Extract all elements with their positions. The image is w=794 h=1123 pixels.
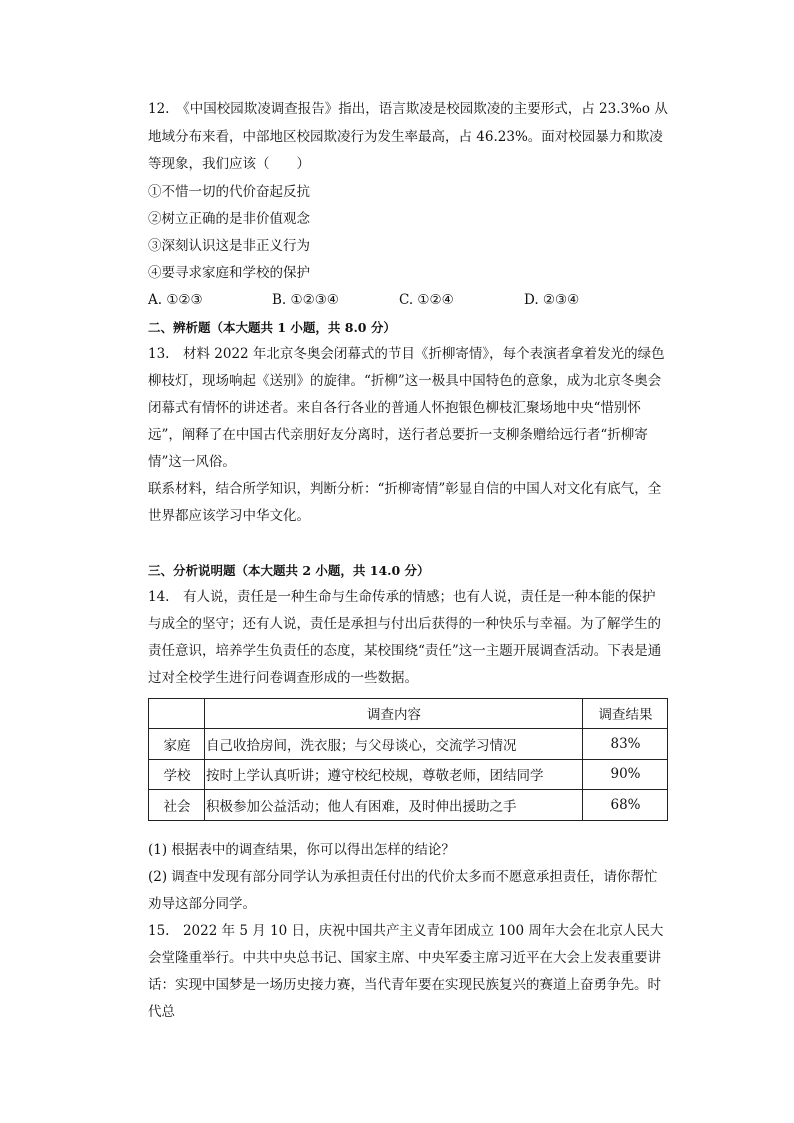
question-13-material: 13. 材料 2022 年北京冬奥会闭幕式的节目《折柳寄情》，每个表演者拿着发光的绿色柳枝灯，现场响起《送别》的旋律。“折柳”这一极具中国特色的意象，成为北京冬奥会闭幕式有情怀的讲述者。来自各行各业的普通人怀抱银色柳枝汇聚场地中央“惜别怀远”，阐释了在中国古代亲朋好友分离时，送行者总要折一支柳条赠给远行者“折柳寄情”这一风俗。	[148, 345, 665, 470]
question-12-item-4: ④要寻求家庭和学校的保护	[148, 264, 310, 281]
question-13-question: 联系材料，结合所学知识，判断分析：“折柳寄情”彰显自信的中国人对文化有底气，全世界都应该学习中华文化。	[148, 480, 662, 524]
question-12-item-3: ③深刻认识这是非正义行为	[148, 237, 310, 254]
option-b[interactable]: B. ①②③④	[272, 291, 339, 308]
table-cell-content: 积极参加公益活动；他人有困难，及时伸出援助之手	[205, 790, 583, 821]
table-row	[149, 790, 668, 821]
table-header-row	[149, 698, 668, 729]
table-cell-result: 68%	[583, 790, 668, 821]
section-2-heading: 二、辨析题（本大题共 1 小题，共 8.0 分）	[148, 319, 396, 335]
table-cell-result: 90%	[583, 759, 668, 790]
spacer	[148, 530, 668, 557]
table-header-cell: 调查内容	[205, 698, 583, 729]
question-14-subquestion-2: (2) 调查中发现有部分同学认为承担责任付出的代价太多而不愿意承担责任，请你帮忙劝导这部分同学。	[148, 868, 658, 912]
survey-table	[148, 698, 668, 821]
option-c[interactable]: C. ①②④	[399, 291, 454, 308]
table-cell-result: 83%	[583, 729, 668, 760]
table-header-cell: 调查结果	[583, 698, 668, 729]
question-14-stem: 14. 有人说，责任是一种生命与生命传承的情感；也有人说，责任是一种本能的保护与成全的坚守；还有人说，责任是承担与付出后获得的一种快乐与幸福。为了解学生的责任意识，培养学生负责任的态度，某校围绕“责任”这一主题开展调查活动。下表是通过对全校学生进行问卷调查形成的一些数据。	[148, 588, 662, 686]
question-15-stem: 15. 2022 年 5 月 10 日，庆祝中国共产主义青年团成立 100 周年大会在北京人民大会堂隆重举行。中共中央总书记、国家主席、中央军委主席习近平在大会上发表重要讲话：实现中国梦是一场历史接力赛，当代青年要在实现民族复兴的赛道上奋勇争先。时代总	[148, 922, 664, 1020]
section-3-heading: 三、分析说明题（本大题共 2 小题，共 14.0 分）	[148, 562, 430, 578]
question-14-subquestion-1: (1) 根据表中的调查结果，你可以得出怎样的结论？	[148, 841, 455, 858]
question-12-stem: 12. 《中国校园欺凌调查报告》指出，语言欺凌是校园欺凌的主要形式，占 23.3%o 从地域分布来看，中部地区校园欺凌行为发生率最高，占 46.23%。面对校园暴力和欺凌等现象，我们应该（ ）	[148, 101, 668, 172]
table-cell-content: 按时上学认真听讲；遵守校纪校规，尊敬老师，团结同学	[205, 759, 583, 790]
table-row	[149, 759, 668, 790]
table-row	[149, 729, 668, 760]
question-12-item-2: ②树立正确的是非价值观念	[148, 210, 310, 227]
question-12-options	[148, 287, 668, 314]
question-12-item-1: ①不惜一切的代价奋起反抗	[148, 183, 310, 200]
table-cell-category: 学校	[149, 759, 205, 790]
option-d[interactable]: D. ②③④	[524, 291, 580, 308]
option-a[interactable]: A. ①②③	[148, 291, 203, 308]
table-header-cell	[149, 698, 205, 729]
table-cell-category: 社会	[149, 790, 205, 821]
table-cell-content: 自己收拾房间，洗衣服；与父母谈心，交流学习情况	[205, 729, 583, 760]
table-cell-category: 家庭	[149, 729, 205, 760]
exam-page	[148, 96, 668, 1026]
